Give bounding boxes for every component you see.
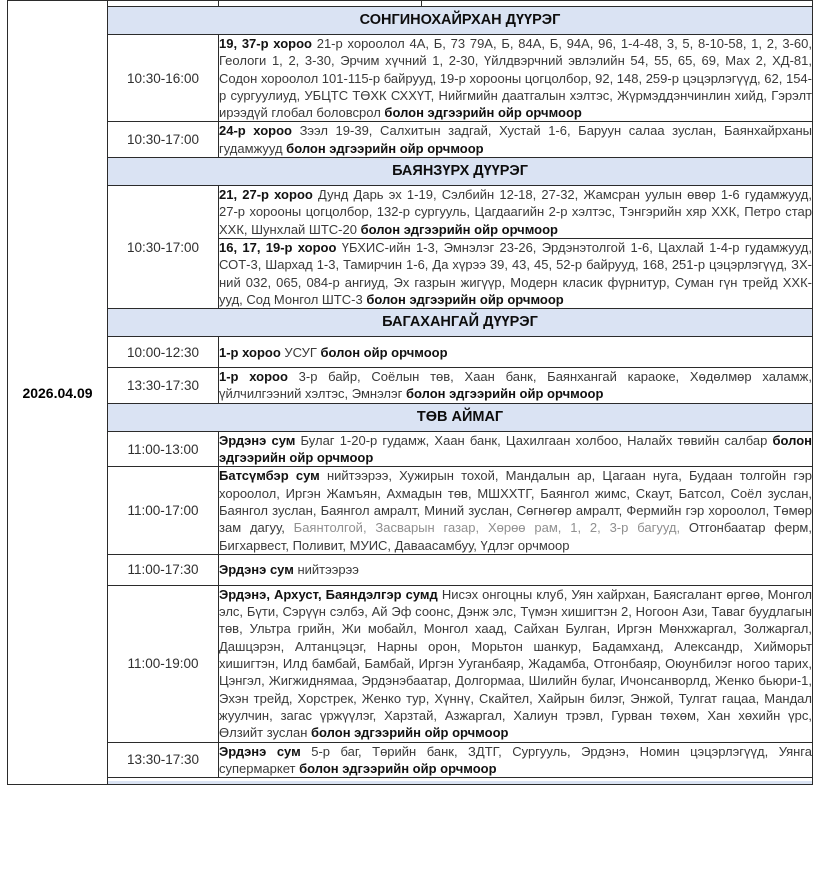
- area-list: нийтээрээ: [297, 562, 359, 578]
- area-list: ҮБХИС-ийн 1-3, Эмнэлэг 23-26, Эрдэнэтолгой 1-6, Цахлай 1-4-р гудамжууд, СОТ-3, Шархад 1-3, Тамирчин 1-6, Да хүрээ 39, 43, 45, 52-р байрууд, 168, 251-р цэцэрлэгүүд, ЗХ-ний 032, 065, 084-р ангиуд, Эх газрын жигүүр, Модерн класик фүрнитур, Суман гүн трейд ХХК-ууд, Сод Монгол ШТС-3: [219, 239, 812, 307]
- section-header-row-songinokhairkhan: [8, 7, 813, 35]
- area-list: 5-р баг, Төрийн банк, ЗДТГ, Сургууль, Эрдэнэ, Номин цэцэрлэгүүд, Уянга супермаркет: [219, 743, 812, 776]
- time-cell: 10:30-16:00: [108, 35, 219, 122]
- soum-label: Батсүмбэр сум: [219, 468, 327, 484]
- time-cell: 11:00-19:00: [108, 585, 219, 742]
- section-header-cell: [108, 309, 813, 337]
- soum-label: Эрдэнэ сум: [219, 562, 298, 578]
- vicinity-note: болон эдгээрийн ойр орчмоор: [286, 140, 484, 156]
- table-row: [8, 122, 813, 158]
- area-list: УСУГ: [284, 344, 321, 360]
- vicinity-note: болон эдгээрийн ойр орчмоор: [219, 432, 812, 466]
- area-description: [219, 337, 813, 368]
- outage-schedule-table: [7, 0, 813, 785]
- khoroo-label: 24-р хороо: [219, 123, 300, 139]
- vicinity-note: болон эдгээрийн ойр орчмоор: [366, 291, 564, 307]
- area-list: Зээл 19-39, Салхитын задгай, Хустай 1-6, Баруун салаа зуслан, Баянхайрханы гудамжууд: [219, 123, 812, 156]
- table-row-partial-bottom: [8, 778, 813, 785]
- area-description: [219, 554, 813, 585]
- area-list: Булаг 1-20-р гудамж, Хаан банк, Цахилгаан холбоо, Налайх төвийн салбар: [300, 432, 773, 448]
- table-row: [8, 186, 813, 239]
- khoroo-label: 16, 17, 19-р хороо: [219, 239, 342, 255]
- soum-label: Эрдэнэ сум: [219, 432, 301, 448]
- area-list: нийтээрээ, Хужирын тохой, Мандалын ар, Цагаан нуга, Будаан толгойн гэр хороолол, Иргэн Жамъян, Ахмадын төв, МШХХТГ, Баянгол жимс, Скаут, Батсол, Соёл зуслан, Баянгол зуслан, Баянгол амралт, Миний зуслан, Сөгнөгөр амралт, Фермийн гэр хороолол, Төмөр зам дагуу,: [219, 468, 812, 536]
- khoroo-label: 1-р хороо: [219, 344, 285, 360]
- time-cell: 13:30-17:30: [108, 368, 219, 404]
- khoroo-label: 19, 37-р хороо: [219, 36, 317, 51]
- khoroo-label: 1-р хороо: [219, 369, 299, 385]
- table-row: [8, 35, 813, 122]
- area-list: Отгонбаатар ферм, Бигхарвест, Поливит, МУИС, Даваасамбуу, Үдлэг орчмоор: [219, 520, 812, 553]
- table-row: [8, 467, 813, 554]
- date-cell: [8, 1, 108, 785]
- section-header-cell: [108, 158, 813, 186]
- vicinity-note: болон эдгээрийн ойр орчмоор: [405, 386, 604, 402]
- next-section-header-partial: [108, 778, 813, 785]
- table-row: [8, 368, 813, 404]
- stub-divider: [219, 1, 422, 6]
- section-title: СОНГИНОХАЙРХАН ДҮҮРЭГ: [108, 7, 812, 34]
- area-list-muted: Баянтолгой, Засварын газар, Хөрөө рам, 1, 2, 3-р багууд,: [293, 520, 689, 536]
- date-label: 2026.04.09: [22, 384, 93, 401]
- area-description: [219, 35, 813, 122]
- section-header-row-bayanzurkh: [8, 158, 813, 186]
- vicinity-note: болон ойр орчмоор: [320, 344, 448, 360]
- time-cell: 10:30-17:00: [108, 122, 219, 158]
- area-description: [219, 368, 813, 404]
- time-cell: 11:00-17:00: [108, 467, 219, 554]
- time-cell: 11:00-17:30: [108, 554, 219, 585]
- next-section-band: [108, 781, 812, 784]
- section-header-cell: [108, 403, 813, 431]
- area-list: Дунд Дарь эх 1-19, Сэлбийн 12-18, 27-32, Жамсран уулын өвөр 1-6 гудамжууд, 27-р хорооны цогцолбор, 132-р сургууль, Цагдаагийн 2-р хэлтэс, Тэнгэрийн хяр ХХК, Петро стар ХХК, Шунхлай ШТС-20: [219, 187, 812, 237]
- area-description: [219, 431, 813, 467]
- area-list: Нисэх онгоцны клуб, Уян хайрхан, Баясгалант өргөө, Монгол элс, Бүти, Сэрүүн сэлбэ, Ай Эф соонс, Дэнж элс, Түмэн хишигтэн 2, Ногоон Ази, Таваг буудлагын төв, Ультра грийн, Жи мобайл, Монгол хаад, Сайхан Булган, Иргэн Мөнхжаргал, Золжаргал, Дашцэрэн, Алтанцэцэг, Нарны орон, Морьтон шанкур, Бадамханд, Александр, Хийморьт хишигтэн, Илд бамбай, Бамбай, Иргэн Ууганбаяр, Жадамба, Отгонбаяр, Оюунбилэг ногоо тарих, Цэнгэл, Жигжиднямаа, Эрдэнэбаатар, Долгормаа, Шилийн булаг, Ичонсанворлд, Женко бьюри-1, Эхэн трейд, Хорстрек, Женко тур, Хүннү, Скайтел, Хайрын билэг, Энжой, Тулгат гацаа, Мандал жуулчин, загас үржүүлэг, Харзтай, Азжаргал, Халиун трэвл, Гурван төхөм, Хан хөхийн үрс, Өлзийт зуслан: [219, 586, 813, 741]
- area-description: [219, 467, 813, 554]
- time-cell: 10:30-17:00: [108, 186, 219, 309]
- area-description: [219, 742, 813, 778]
- table-row: [8, 585, 813, 742]
- table-row: [8, 337, 813, 368]
- vicinity-note: болон эдгээрийн ойр орчмоор: [384, 105, 582, 121]
- table-row: [8, 554, 813, 585]
- area-description: [219, 122, 813, 158]
- area-list: 3-р байр, Соёлын төв, Хаан банк, Баянхангай караоке, Хөдөлмөр халамж, үйлчилгээний хэлтэс, Эмнэлэг: [219, 369, 812, 402]
- time-cell: 10:00-12:30: [108, 337, 219, 368]
- soum-label: Эрдэнэ, Архуст, Баяндэлгэр сумд: [219, 586, 442, 602]
- area-list: 21-р хороолол 4А, Б, 73 79А, Б, 84А, Б, 94А, 96, 1-4-48, 3, 5, 8-10-58, 1, 2, 3-60, Геологи 1, 2, 3-30, Эрчим хүчний 1, 2-30, Үйлдвэрчний эвлэлийн 54, 55, 65, 69, Мах 2, ХД-81, Содон хороолол 101-115-р байрууд, 19-р хорооны цогцолбор, 92, 148, 259-р цэцэрлэгүүд, 62, 154-р сургуулиуд, УБЦТС ТӨХК СХХҮТ, Нийгмийн даатгалын хэлтэс, Жүрмэддэнчинлин хийд, Гэрэлт ирээдүй глобал боловсрол: [219, 36, 812, 121]
- section-header-row-bagakhangai: [8, 309, 813, 337]
- section-header-row-tuv-aimag: [8, 403, 813, 431]
- area-description: [219, 238, 813, 308]
- section-title: ТӨВ АЙМАГ: [108, 404, 812, 431]
- vicinity-note: болон эдгээрийн ойр орчмоор: [311, 725, 509, 741]
- area-description: [219, 186, 813, 239]
- vicinity-note: болон эдгээрийн ойр орчмоор: [299, 760, 497, 776]
- area-description: [219, 585, 813, 742]
- time-cell: 13:30-17:30: [108, 742, 219, 778]
- section-title: БАГАХАНГАЙ ДҮҮРЭГ: [108, 309, 812, 336]
- page-body: [7, 0, 812, 785]
- section-title: БАЯНЗҮРХ ДҮҮРЭГ: [108, 158, 812, 185]
- section-header-cell: [108, 7, 813, 35]
- table-row: [8, 431, 813, 467]
- khoroo-label: 21, 27-р хороо: [219, 187, 319, 203]
- vicinity-note: болон эдгээрийн ойр орчмоор: [360, 221, 558, 237]
- time-cell: 11:00-13:00: [108, 431, 219, 467]
- soum-label: Эрдэнэ сум: [219, 743, 312, 759]
- table-row: [8, 742, 813, 778]
